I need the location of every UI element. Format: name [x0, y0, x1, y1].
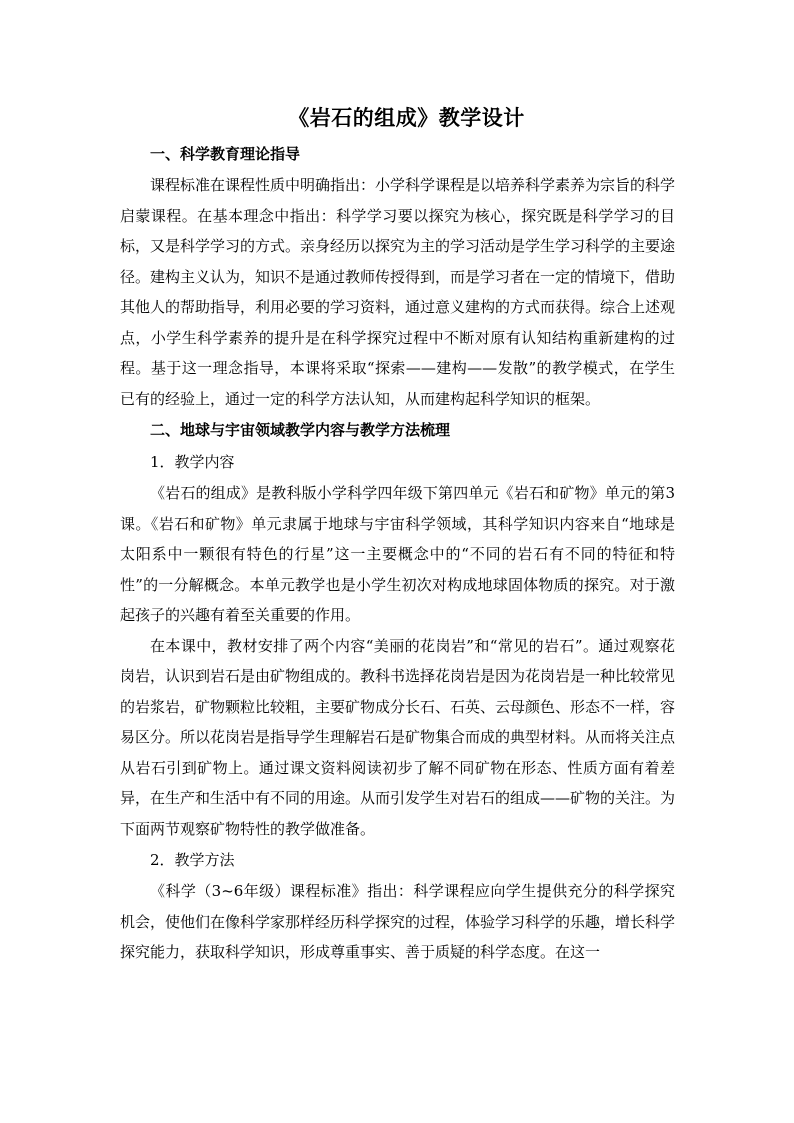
section-paragraph-theory: 课程标准在课程性质中明确指出：小学科学课程是以培养科学素养为宗旨的科学启蒙课程。在基本理念中指出：科学学习要以探究为核心，探究既是科学学习的目标，又是科学学习的方式。亲身经历以探究为主的学习活动是学生学习科学的主要途径。建构主义认为，知识不是通过教师传授得到，而是学习者在一定的情境下，借助其他人的帮助指导，利用必要的学习资料，通过意义建构的方式而获得。综合上述观点，小学生科学素养的提升是在科学探究过程中不断对原有认知结构重新建构的过程。基于这一理念指导，本课将采取“探索——建构——发散”的教学模式，在学生已有的经验上，通过一定的科学方法认知，从而建构起科学知识的框架。	[120, 176, 676, 408]
subheading-teaching-methods: 2．教学方法	[150, 851, 235, 869]
document-title: 《岩石的组成》教学设计	[288, 105, 525, 130]
document-body	[120, 102, 675, 968]
paragraph-teaching-content-2: 在本课中，教材安排了两个内容“美丽的花岗岩”和“常见的岩石”。通过观察花岗岩，认识到岩石是由矿物组成的。教科书选择花岗岩是因为花岗岩是一种比较常见的岩浆岩，矿物颗粒比较粗，主要矿物成分长石、石英、云母颜色、形态不一样，容易区分。所以花岗岩是指导学生理解岩石是矿物集合而成的典型材料。从而将关注点从岩石引到矿物上。通过课文资料阅读初步了解不同矿物在形态、性质方面有着差异，在生产和生活中有不同的用途。从而引发学生对岩石的组成——矿物的关注。为下面两节观察矿物特性的教学做准备。	[120, 636, 676, 838]
section-heading-content-methods: 二、地球与宇宙领域教学内容与教学方法梳理	[150, 421, 451, 439]
section-heading-theory: 一、科学教育理论指导	[150, 145, 301, 163]
subheading-teaching-content: 1．教学内容	[150, 453, 235, 471]
paragraph-teaching-methods: 《科学（3~6年级）课程标准》指出：科学课程应向学生提供充分的科学探究机会，使他们在像科学家那样经历科学探究的过程，体验学习科学的乐趣，增长科学探究能力，获取科学知识，形成尊重事实、善于质疑的科学态度。在这一	[120, 882, 676, 961]
paragraph-teaching-content-1: 《岩石的组成》是教科版小学科学四年级下第四单元《岩石和矿物》单元的第3课。《岩石和矿物》单元隶属于地球与宇宙科学领域，其科学知识内容来自“地球是太阳系中一颗很有特色的行星”这一主要概念中的“不同的岩石有不同的特征和特性”的一分解概念。本单元教学也是小学生初次对构成地球固体物质的探究。对于激起孩子的兴趣有着至关重要的作用。	[120, 484, 675, 624]
